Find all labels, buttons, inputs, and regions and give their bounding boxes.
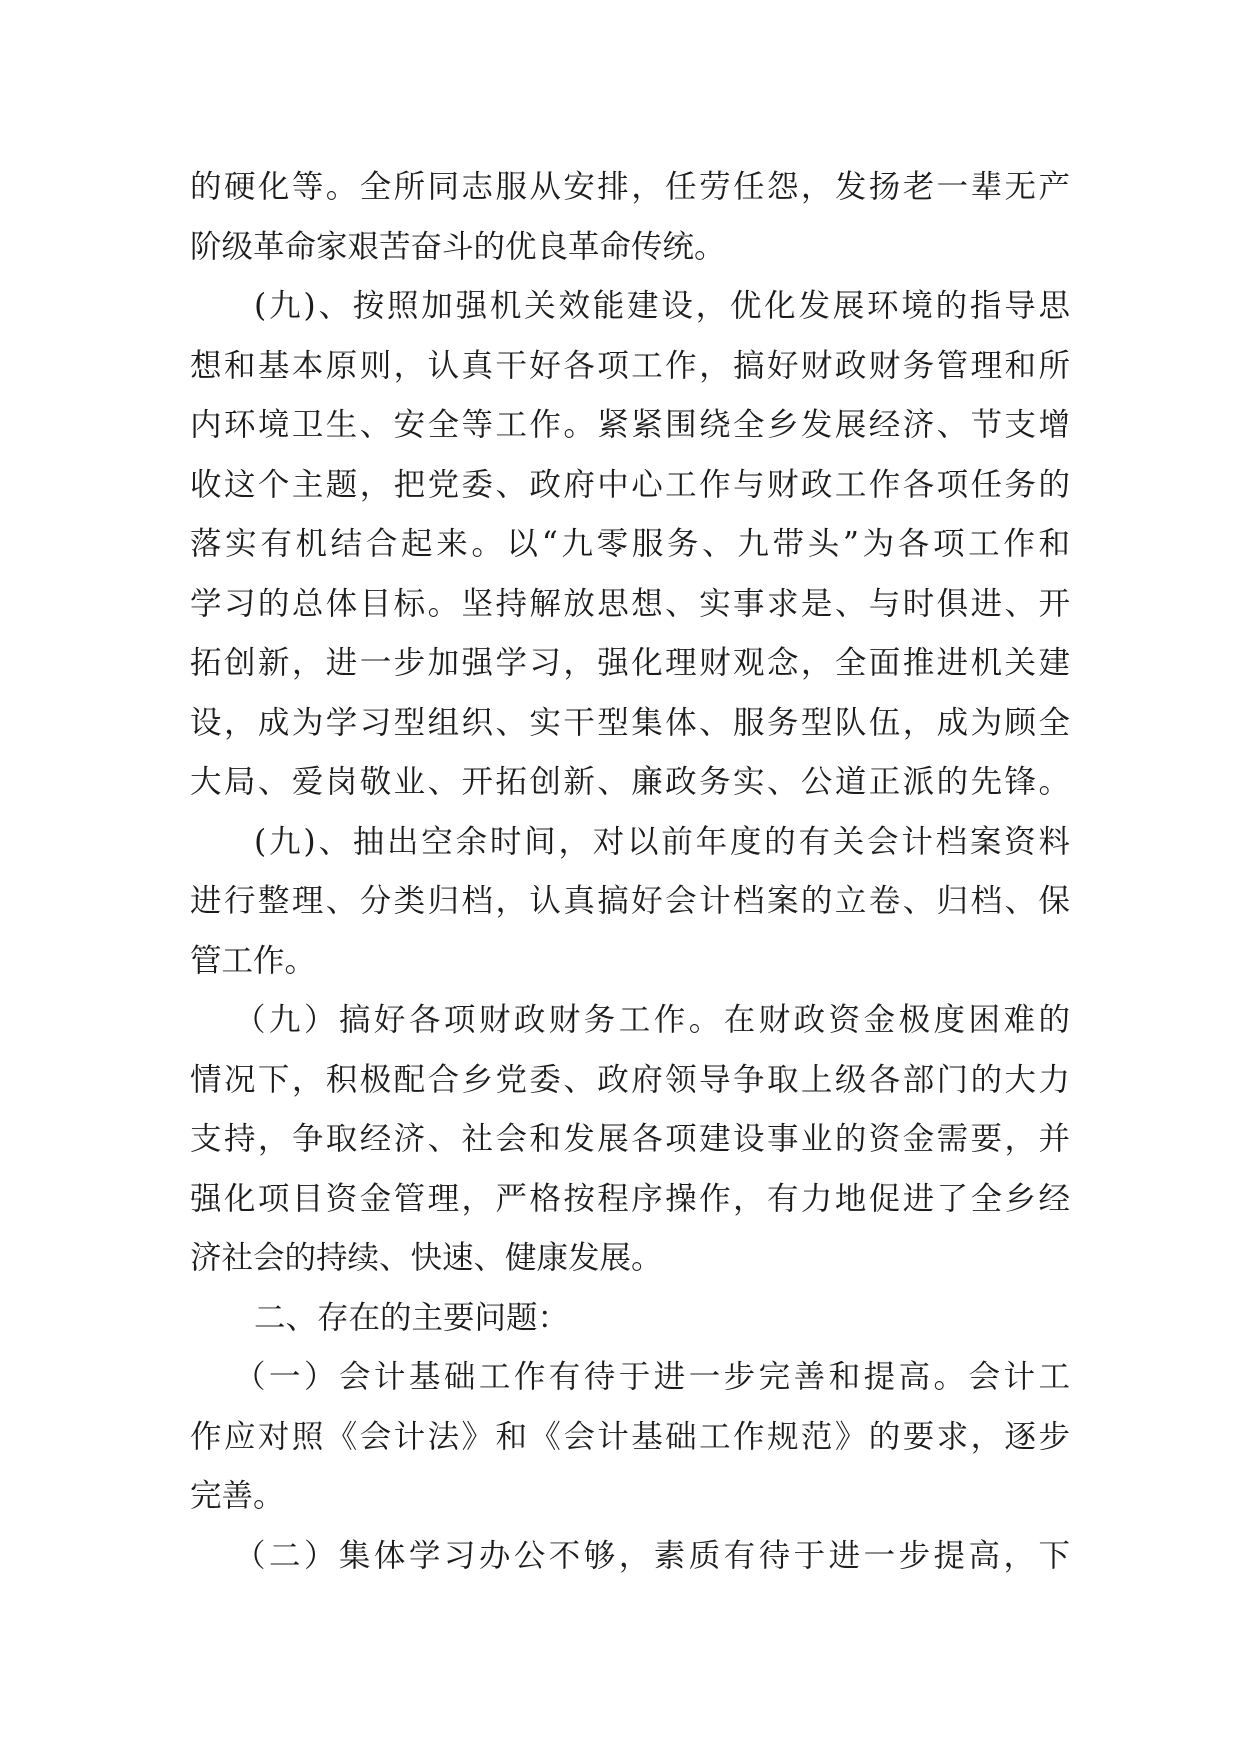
paragraph-start-line: （一）会计基础工作有待于进一步完善和提高。会计工 <box>234 1359 1070 1395</box>
paragraph-start-line: （九）搞好各项财政财务工作。在财政资金极度困难的 <box>234 1002 1070 1038</box>
text-line: 想和基本原则，认真干好各项工作，搞好财政财务管理和所 <box>190 347 1070 384</box>
text-line: 济社会的持续、快速、健康发展。 <box>190 1240 663 1276</box>
text-line: 收这个主题，把党委、政府中心工作与财政工作各项任务的 <box>190 466 1070 503</box>
text-line: 拓创新，进一步加强学习，强化理财观念，全面推进机关建 <box>190 645 1070 681</box>
document-body <box>190 158 1070 1586</box>
text-line: 强化项目资金管理，严格按程序操作，有力地促进了全乡经 <box>190 1180 1070 1217</box>
text-line: 的硬化等。全所同志服从安排，任劳任怨，发扬老一辈无产 <box>190 169 1070 205</box>
text-line: 进行整理、分类归档，认真搞好会计档案的立卷、归档、保 <box>190 883 1070 919</box>
text-line: 阶级革命家艰苦奋斗的优良革命传统。 <box>190 228 726 265</box>
text-line: 完善。 <box>190 1478 285 1514</box>
section-heading: 二、存在的主要问题： <box>254 1299 570 1336</box>
text-line: 学习的总体目标。坚持解放思想、实事求是、与时俱进、开 <box>190 585 1070 622</box>
text-line: 支持，争取经济、社会和发展各项建设事业的资金需要，并 <box>190 1121 1070 1157</box>
text-line: 大局、爱岗敬业、开拓创新、廉政务实、公道正派的先锋。 <box>190 764 1070 800</box>
text-line: 内环境卫生、安全等工作。紧紧围绕全乡发展经济、节支增 <box>190 407 1070 443</box>
text-line: 设，成为学习型组织、实干型集体、服务型队伍，成为顾全 <box>190 704 1070 741</box>
paragraph-start-line: （二）集体学习办公不够，素质有待于进一步提高，下 <box>234 1537 1070 1574</box>
text-line: 管工作。 <box>190 942 317 979</box>
text-line: 情况下，积极配合乡党委、政府领导争取上级各部门的大力 <box>190 1061 1070 1098</box>
text-line: 作应对照《会计法》和《会计基础工作规范》的要求，逐步 <box>190 1418 1070 1455</box>
paragraph-start-line: (九)、抽出空余时间，对以前年度的有关会计档案资料 <box>254 823 1070 860</box>
paragraph-start-line: (九)、按照加强机关效能建设，优化发展环境的指导思 <box>254 288 1070 324</box>
text-line: 落实有机结合起来。以“九零服务、九带头”为各项工作和 <box>190 526 1070 562</box>
